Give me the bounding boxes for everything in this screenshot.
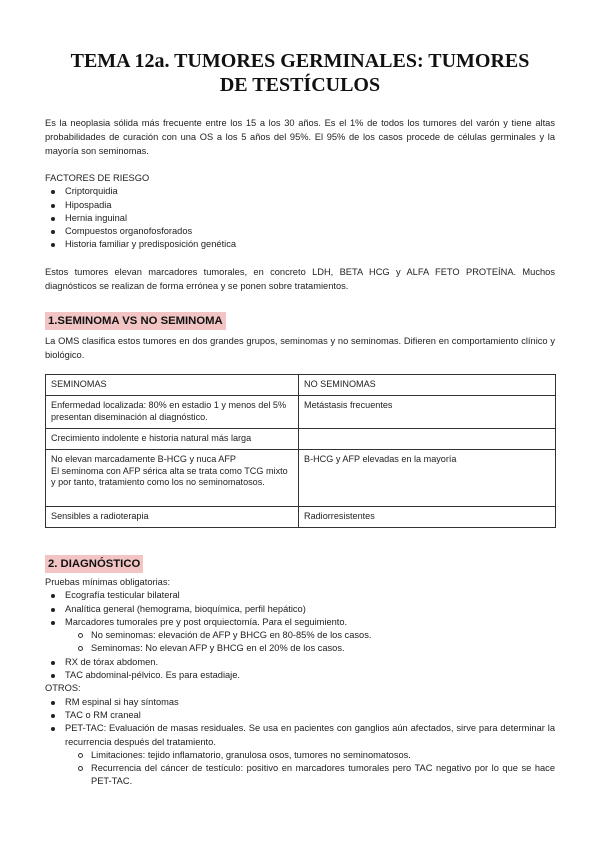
table-cell xyxy=(299,429,556,450)
section-1-intro: La OMS clasifica estos tumores en dos grandes grupos, seminomas y no seminomas. Difieren en comportamiento clínico y biológico. xyxy=(45,336,555,360)
table-row xyxy=(46,507,556,528)
list-item: Ecografía testicular bilateral xyxy=(45,589,555,602)
marcadores-sublist xyxy=(65,629,555,656)
list-item: Compuestos organofosforados xyxy=(45,225,555,238)
section-2-heading: 2. DIAGNÓSTICO xyxy=(45,555,143,573)
list-item: TAC abdominal-pélvico. Es para estadiaje. xyxy=(45,669,555,682)
sub-list-item: Limitaciones: tejido inflamatorio, granulosa osos, tumores no seminomatosos. xyxy=(65,749,555,762)
list-item-text: PET-TAC: Evaluación de masas residuales. Se usa en pacientes con ganglios aún afectados, sirve para determinar la recurrencia después del tratamiento. xyxy=(65,723,555,747)
table-cell: Metástasis frecuentes xyxy=(299,396,556,429)
list-item: Analítica general (hemograma, bioquímica, perfil hepático) xyxy=(45,603,555,616)
list-item xyxy=(45,616,555,656)
risk-factors-list xyxy=(45,185,555,251)
table-cell: B-HCG y AFP elevadas en la mayoría xyxy=(299,450,556,507)
intro-paragraph: Es la neoplasia sólida más frecuente entre los 15 a los 30 años. Es el 1% de todos los tumores del varón y tiene altas probabilidades de curación con una OS a los 5 años del 95%. El 95% de los casos procede de células germinales y la mayoría son seminomas. xyxy=(45,118,555,156)
otros-list xyxy=(45,696,555,789)
list-item: RX de tórax abdomen. xyxy=(45,656,555,669)
markers-paragraph: Estos tumores elevan marcadores tumorales, en concreto LDH, BETA HCG y ALFA FETO PROTEÍNA. Muchos diagnósticos se realizan de forma errónea y se ponen sobre tratamientos. xyxy=(45,267,555,291)
pet-sublist xyxy=(65,749,555,789)
list-item: Hernia inguinal xyxy=(45,212,555,225)
risk-factors xyxy=(45,172,555,252)
comparison-table xyxy=(45,374,556,528)
table-header: NO SEMINOMAS xyxy=(299,375,556,396)
list-item: TAC o RM craneal xyxy=(45,709,555,722)
sub-list-item: No seminomas: elevación de AFP y BHCG en 80-85% de los casos. xyxy=(65,629,555,642)
list-item: Criptorquidia xyxy=(45,185,555,198)
page-title xyxy=(40,49,560,97)
table-cell: Crecimiento indolente e historia natural más larga xyxy=(46,429,299,450)
intro-block xyxy=(45,116,555,158)
otros-label: OTROS: xyxy=(45,683,81,694)
table-row xyxy=(46,429,556,450)
risk-factors-title: FACTORES DE RIESGO xyxy=(45,173,150,183)
table-cell: Enfermedad localizada: 80% en estadio 1 y menos del 5% presentan diseminación al diagnóstico. xyxy=(46,396,299,429)
section-1-intro-block xyxy=(45,334,555,362)
markers-block xyxy=(45,265,555,293)
table-row xyxy=(46,450,556,507)
diagnosis-block xyxy=(45,576,555,789)
table-header: SEMINOMAS xyxy=(46,375,299,396)
section-1-heading: 1.SEMINOMA VS NO SEMINOMA xyxy=(45,312,226,330)
sub-list-item: Recurrencia del cáncer de testículo: positivo en marcadores tumorales pero TAC negativo por lo que se hace PET-TAC. xyxy=(65,762,555,789)
list-item: RM espinal si hay síntomas xyxy=(45,696,555,709)
sub-list-item: Seminomas: No elevan AFP y BHCG en el 20% de los casos. xyxy=(65,642,555,655)
pruebas-list xyxy=(45,589,555,682)
title-line-1: TEMA 12a. TUMORES GERMINALES: TUMORES xyxy=(70,50,530,72)
list-item-text: Marcadores tumorales pre y post orquiectomía. Para el seguimiento. xyxy=(65,616,348,627)
list-item: Historia familiar y predisposición genética xyxy=(45,238,555,251)
table-cell: Sensibles a radioterapia xyxy=(46,507,299,528)
pruebas-label: Pruebas mínimas obligatorias: xyxy=(45,577,171,587)
table-cell: No elevan marcadamente B-HCG y nuca AFP El seminoma con AFP sérica alta se trata como TCG mixto y por tanto, tratamiento como los no seminomatosos. xyxy=(46,450,299,507)
table-header-row xyxy=(46,375,556,396)
table-cell: Radiorresistentes xyxy=(299,507,556,528)
list-item xyxy=(45,722,555,788)
section-1-heading-wrap xyxy=(45,312,555,330)
title-line-2: DE TESTÍCULOS xyxy=(219,74,381,96)
list-item: Hipospadia xyxy=(45,199,555,212)
section-2-heading-wrap xyxy=(45,555,555,573)
table-row xyxy=(46,396,556,429)
